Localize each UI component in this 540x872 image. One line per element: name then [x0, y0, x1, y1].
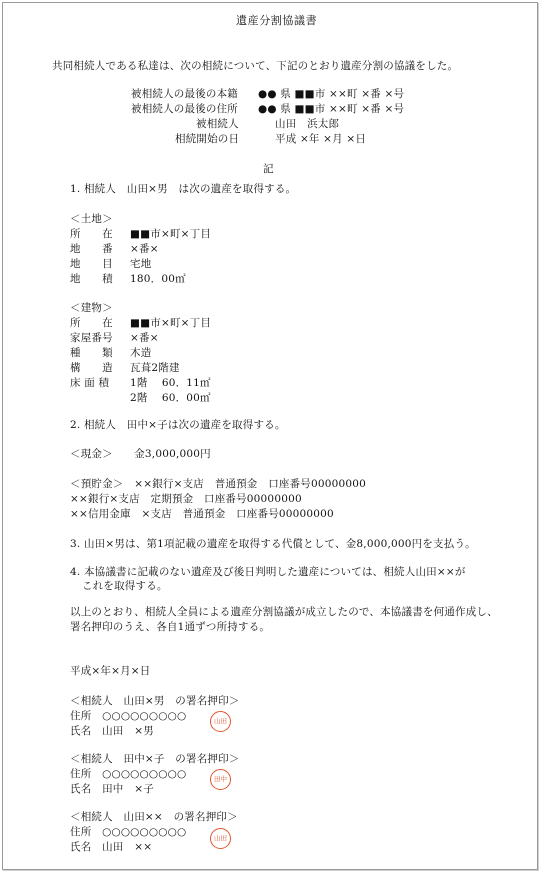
- closing-line-1: 以上のとおり、相続人全員による遺産分割協議が成立したので、本協議書を何通作成し、: [70, 606, 498, 618]
- item-4-line-2: これを取得する。: [82, 580, 168, 592]
- agreement-date: 平成×年×月×日: [70, 665, 151, 677]
- document-title: 遺産分割協議書: [236, 14, 318, 27]
- intro-text: 共同相続人である私達は、次の相続について、下記のとおり遺産分割の協議をした。: [52, 60, 459, 72]
- building-row-label: 種 類: [70, 347, 113, 359]
- honseki-label: 被相続人の最後の本籍: [131, 88, 238, 100]
- ki-heading: 記: [263, 163, 274, 175]
- decedent-name-label: 被相続人: [196, 118, 239, 130]
- land-row-value: 宅地: [130, 258, 152, 270]
- deposit-line: ＜預貯金＞ ××銀行×支店 普通預金 口座番号00000000: [70, 478, 367, 490]
- signature-address: 住所 ○○○○○○○○○: [70, 826, 187, 838]
- land-row-label: 地 番: [70, 243, 113, 255]
- land-row-label: 所 在: [70, 228, 113, 240]
- building-header: ＜建物＞: [70, 302, 113, 314]
- signature-address: 住所 ○○○○○○○○○: [70, 710, 187, 722]
- name-seal-stamp: 山田: [210, 828, 231, 849]
- building-row-value: 2階 60．00㎡: [130, 392, 211, 404]
- signature-address: 住所 ○○○○○○○○○: [70, 768, 187, 780]
- decedent-name-value: 山田 浜太郎: [275, 118, 340, 130]
- signature-header: ＜相続人 山田×男 の署名押印＞: [70, 695, 240, 707]
- name-seal-stamp: 田中: [210, 769, 231, 790]
- closing-line-2: 署名押印のうえ、各自1通ずつ所持する。: [70, 621, 271, 633]
- land-row-label: 地 積: [70, 273, 113, 285]
- name-seal-stamp: 山田: [210, 711, 231, 732]
- building-row-value: 木造: [130, 347, 152, 359]
- cash-line: ＜現金＞ 金3,000,000円: [70, 448, 211, 460]
- building-row-value: ×番×: [130, 332, 159, 344]
- item-4-line-1: 4. 本協議書に記載のない遺産及び後日判明した遺産については、相続人山田××が: [70, 566, 466, 578]
- jusho-value: ●● 県 ■■市 ××町 ×番 ×号: [258, 103, 405, 115]
- land-header: ＜土地＞: [70, 213, 113, 225]
- signature-header: ＜相続人 田中×子 の署名押印＞: [70, 753, 240, 765]
- land-row-value: ■■市×町×丁目: [130, 228, 212, 240]
- deposit-line: ××銀行×支店 定期預金 口座番号00000000: [70, 493, 302, 505]
- building-row-value: 1階 60．11㎡: [130, 377, 211, 389]
- building-row-label: 所 在: [70, 317, 113, 329]
- building-row-label: 構 造: [70, 362, 113, 374]
- land-row-label: 地 目: [70, 258, 113, 270]
- item-2: 2. 相続人 田中×子は次の遺産を取得する。: [70, 419, 286, 431]
- land-row-value: 180．00㎡: [130, 273, 186, 285]
- building-row-label: 床 面 積: [70, 377, 110, 389]
- deposit-line: ××信用金庫 ×支店 普通預金 口座番号00000000: [70, 508, 334, 520]
- signature-name: 氏名 山田 ××: [70, 841, 153, 853]
- start-date-value: 平成 ×年 ×月 ×日: [275, 133, 367, 145]
- building-row-label: 家屋番号: [70, 332, 113, 344]
- signature-name: 氏名 山田 ×男: [70, 725, 154, 737]
- land-row-value: ×番×: [130, 243, 159, 255]
- jusho-label: 被相続人の最後の住所: [131, 103, 238, 115]
- item-3: 3. 山田×男は、第1項記載の遺産を取得する代償として、金8,000,000円を支払う。: [70, 538, 476, 550]
- building-row-value: 瓦葺2階建: [130, 362, 180, 374]
- honseki-value: ●● 県 ■■市 ××町 ×番 ×号: [258, 88, 405, 100]
- document-page: [2, 2, 538, 870]
- signature-header: ＜相続人 山田×× の署名押印＞: [70, 811, 238, 823]
- start-date-label: 相続開始の日: [175, 133, 240, 145]
- signature-name: 氏名 田中 ×子: [70, 783, 154, 795]
- item-1: 1. 相続人 山田×男 は次の遺産を取得する。: [70, 183, 297, 195]
- building-row-value: ■■市×町×丁目: [130, 317, 212, 329]
